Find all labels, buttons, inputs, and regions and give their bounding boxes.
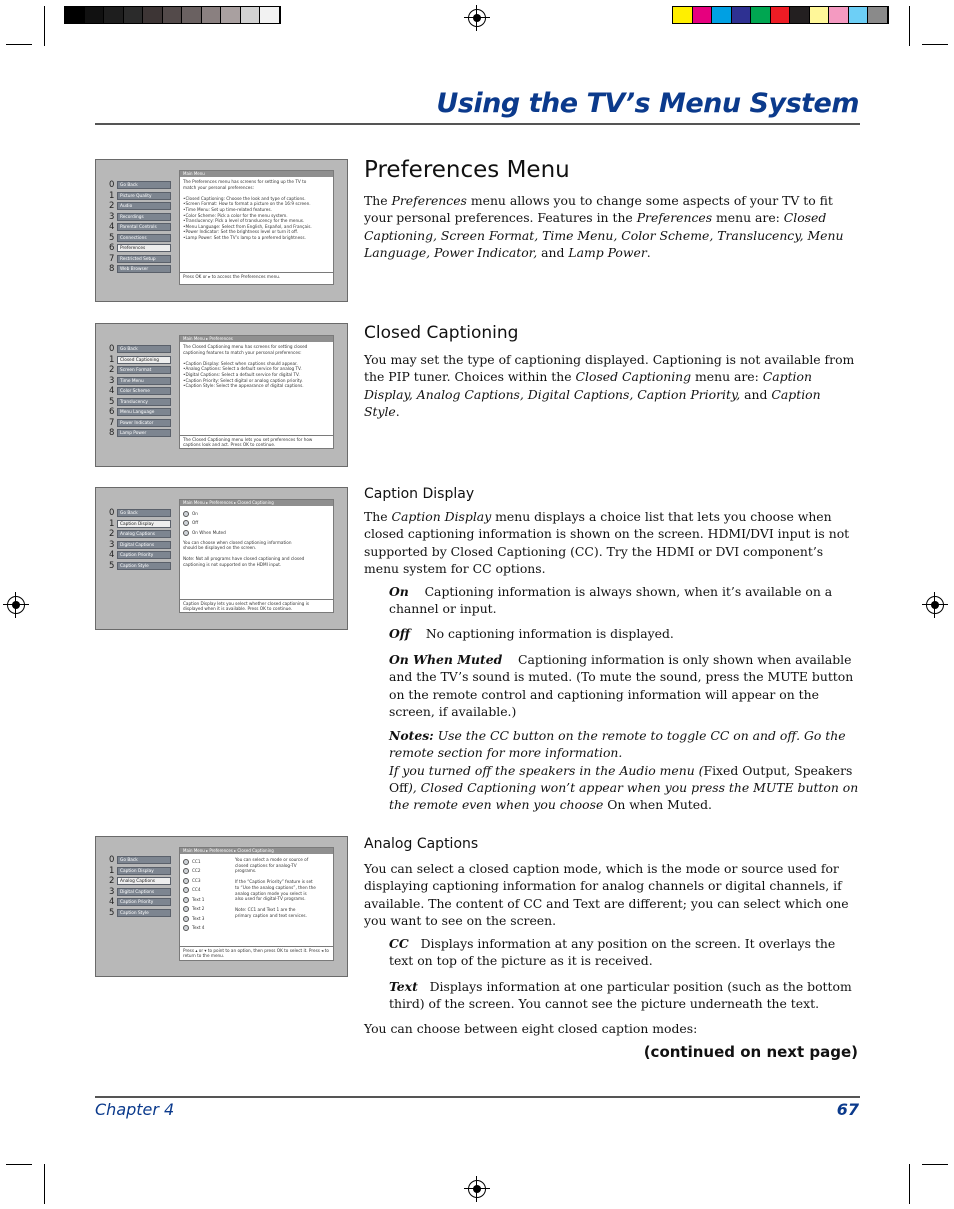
radio-icon	[183, 878, 189, 884]
radio-option[interactable]	[183, 519, 330, 529]
panel-text-line: •Caption Style: Select the appearance of digital captions.	[183, 383, 304, 389]
radio-icon	[183, 897, 189, 903]
menu-item-number: 4	[109, 550, 115, 561]
color-swatch	[260, 7, 280, 23]
menu-item-number: 5	[109, 560, 115, 571]
option-on-when-muted: On When Muted Captioning information is only shown when available and the TV’s sound is muted. (To mute the sound, press the MUTE button on the remote control and captioning information will appear on the screen, if available.)	[389, 652, 854, 719]
color-swatch-strip	[672, 6, 889, 24]
menu-item[interactable]	[109, 212, 171, 223]
radio-option-label: On	[192, 510, 198, 516]
screenshot-menu-list	[109, 344, 171, 439]
radio-option[interactable]	[183, 914, 229, 924]
color-swatch	[829, 7, 849, 23]
menu-item-label: Restricted Setup	[117, 255, 171, 263]
screenshot-info-panel	[179, 847, 334, 952]
continued-note: (continued on next page)	[643, 1043, 858, 1061]
screenshot-menu-list	[109, 855, 171, 918]
menu-item-label: Digital Captions	[117, 541, 171, 549]
panel-text-line: closed captions for analog-TV	[235, 862, 297, 868]
radio-option-label: CC4	[192, 887, 201, 893]
panel-text-line: match your personal preferences:	[183, 184, 254, 190]
crop-mark	[922, 44, 948, 45]
panel-text-line: captioning features to match your personal preferences:	[183, 349, 302, 355]
header-rule	[95, 123, 860, 125]
page-number: 67	[836, 1100, 859, 1119]
screenshot-info-panel	[179, 335, 334, 437]
caption-display-heading: Caption Display	[364, 486, 475, 502]
radio-icon	[183, 530, 189, 536]
radio-option[interactable]	[183, 509, 330, 519]
radio-option-label: Text 3	[192, 915, 205, 921]
color-swatch	[104, 7, 124, 23]
radio-icon	[183, 511, 189, 517]
panel-text-line: •Power Indicator: Set the brightness level or turn it off.	[183, 229, 299, 235]
radio-icon	[183, 916, 189, 922]
crop-mark	[6, 44, 32, 45]
panel-text-line: •Closed Captioning: Choose the look and type of captions.	[183, 195, 306, 201]
color-swatch	[849, 7, 869, 23]
menu-item-number: 0	[109, 344, 115, 355]
menu-item[interactable]	[109, 561, 171, 572]
menu-item-number: 0	[109, 180, 115, 191]
menu-item[interactable]	[109, 222, 171, 233]
screenshot-main-menu	[95, 159, 348, 302]
panel-text-line: •Analog Captions: Select a default service for analog TV.	[183, 366, 302, 372]
panel-text-line: •Translucency: Pick a level of translucency for the menus.	[183, 218, 305, 224]
menu-item-label: Analog Captions	[117, 877, 171, 885]
registration-mark-right	[926, 596, 944, 614]
color-swatch	[202, 7, 222, 23]
panel-text-line: primary caption and text services.	[235, 912, 307, 918]
menu-item-number: 0	[109, 855, 115, 866]
radio-option-label: CC3	[192, 877, 201, 883]
menu-item[interactable]	[109, 908, 171, 919]
radio-icon	[183, 520, 189, 526]
radio-option-label: Text 2	[192, 906, 205, 912]
radio-option-label: CC1	[192, 858, 201, 864]
menu-item-label: Preferences	[117, 244, 171, 252]
radio-option-label: Text 1	[192, 896, 205, 902]
menu-item-number: 2	[109, 201, 115, 212]
radio-icon	[183, 906, 189, 912]
footer-rule	[95, 1096, 860, 1098]
breadcrumb-bar: Main Menu ▸ Preferences ▸ Closed Captioning	[180, 848, 333, 854]
screenshot-help-text: Caption Display lets you select whether closed captioning is displayed when it is available. Press OK to continue.	[179, 599, 334, 613]
crop-mark	[922, 1164, 948, 1165]
radio-option-label: Off	[192, 520, 199, 526]
gray-swatch-strip	[64, 6, 281, 24]
menu-item-label: Go Back	[117, 856, 171, 864]
menu-item-label: Time Menu	[117, 377, 171, 385]
option-on: On Captioning information is always shown, when it’s available on a channel or input.	[389, 584, 833, 617]
menu-item-number: 7	[109, 417, 115, 428]
menu-item-number: 6	[109, 243, 115, 254]
radio-option[interactable]	[183, 528, 330, 538]
menu-item-label: Web Browser	[117, 265, 171, 273]
menu-item-number: 7	[109, 253, 115, 264]
menu-item-label: Lamp Power	[117, 429, 171, 437]
menu-item-number: 4	[109, 897, 115, 908]
menu-item[interactable]	[109, 180, 171, 191]
menu-item[interactable]	[109, 264, 171, 275]
panel-text-line: •Digital Captions: Select a default service for digital TV.	[183, 371, 300, 377]
menu-item-number: 1	[109, 518, 115, 529]
caption-display-text: The Caption Display menu displays a choice list that lets you choose when closed captioning information is shown on the screen. HDMI/DVI input is not supported by Closed Captioning (CC). Try the HDMI or DVI component’s menu system for CC options.	[364, 509, 850, 576]
notes: Notes: Use the CC button on the remote to toggle CC on and off. Go the remote section for more information. If you turned off the speakers in the Audio menu (Fixed Output, Speakers Off), Closed Captioning won’t appear when you press the MUTE button on the remote even when you choose On when Muted.	[389, 728, 859, 813]
menu-item[interactable]	[109, 355, 171, 366]
menu-item[interactable]	[109, 201, 171, 212]
analog-captions-heading: Analog Captions	[364, 836, 479, 852]
color-swatch	[790, 7, 810, 23]
analog-captions-text: You can select a closed caption mode, which is the mode or source used for displaying captioning information for analog channels or digital channels, if available. The content of CC and Text are different; you can select which one you want to see on the screen.	[364, 861, 849, 928]
panel-text-line: captioning is not supported on the HDMI input.	[183, 561, 282, 567]
menu-item-label: Screen Format	[117, 366, 171, 374]
panel-text-line: analog caption mode you select is	[235, 890, 307, 896]
screenshot-info-panel	[179, 170, 334, 274]
breadcrumb-bar: Main Menu ▸ Preferences ▸ Closed Captioning	[180, 500, 333, 506]
color-swatch	[221, 7, 241, 23]
radio-option-label: On When Muted	[192, 529, 226, 535]
menu-item-number: 8	[109, 428, 115, 439]
menu-item[interactable]	[109, 519, 171, 530]
panel-text-line: If the “Caption Priority” feature is set	[235, 879, 313, 885]
radio-option-label: Text 4	[192, 925, 205, 931]
menu-item-label: Power Indicator	[117, 419, 171, 427]
preferences-heading: Preferences Menu	[364, 157, 570, 183]
crop-mark	[44, 1164, 45, 1204]
menu-item[interactable]	[109, 344, 171, 355]
screenshot-info-panel	[179, 499, 334, 604]
radio-option[interactable]	[183, 876, 229, 886]
radio-icon	[183, 925, 189, 931]
panel-text-line: programs.	[235, 868, 257, 874]
menu-item-label: Caption Style	[117, 562, 171, 570]
color-swatch	[712, 7, 732, 23]
menu-item-number: 0	[109, 508, 115, 519]
caption-modes-intro: You can choose between eight closed caption modes:	[364, 1021, 698, 1036]
panel-text-line: You can choose when closed captioning information	[183, 539, 292, 545]
menu-item-label: Caption Display	[117, 520, 171, 528]
screenshot-preferences-menu	[95, 323, 348, 467]
menu-item-label: Caption Style	[117, 909, 171, 917]
color-swatch	[732, 7, 752, 23]
menu-item-label: Analog Captions	[117, 530, 171, 538]
panel-text-line: You can select a mode or source of	[235, 857, 309, 862]
color-swatch	[868, 7, 888, 23]
color-swatch	[143, 7, 163, 23]
screenshot-help-text: Press OK or ▸ to access the Preferences menu.	[179, 272, 334, 285]
panel-text-line: The Preferences menu has screens for setting up the TV to	[183, 179, 307, 184]
crop-mark	[6, 1164, 32, 1165]
radio-option[interactable]	[183, 857, 229, 867]
menu-item[interactable]	[109, 407, 171, 418]
menu-item-number: 6	[109, 407, 115, 418]
color-swatch	[85, 7, 105, 23]
screenshot-analog-captions	[95, 836, 348, 977]
panel-text-line: should be displayed on the screen.	[183, 545, 257, 551]
menu-item-label: Caption Priority	[117, 551, 171, 559]
menu-item-number: 1	[109, 190, 115, 201]
color-swatch	[751, 7, 771, 23]
radio-option[interactable]	[183, 867, 229, 877]
screenshot-help-text: Press ▴ or ▾ to point to an option, then press OK to select it. Press ◂ to return to the menu.	[179, 946, 334, 961]
page-header-title: Using the TV’s Menu System	[436, 88, 859, 119]
menu-item[interactable]	[109, 418, 171, 429]
menu-item-label: Picture Quality	[117, 192, 171, 200]
color-swatch	[810, 7, 830, 23]
menu-item-label: Digital Captions	[117, 888, 171, 896]
closed-captioning-text: You may set the type of captioning displayed. Captioning is not available from the PIP tuner. Choices within the Closed Captioning menu are: Caption Display, Analog Captions, Digital Captions, Caption Priority, and Caption Style.	[364, 352, 855, 419]
crop-mark	[909, 6, 910, 46]
panel-text-line: Note: CC1 and Text 1 are the	[235, 907, 296, 913]
registration-mark-bottom	[468, 1180, 486, 1198]
panel-text-line: •Color Scheme: Pick a color for the menu system.	[183, 212, 288, 218]
footer-chapter: Chapter 4	[95, 1100, 175, 1119]
menu-item[interactable]	[109, 428, 171, 439]
menu-item-label: Caption Priority	[117, 898, 171, 906]
radio-option[interactable]	[183, 924, 229, 934]
breadcrumb-bar: Main Menu ▸ Preferences	[180, 336, 333, 342]
menu-item[interactable]	[109, 897, 171, 908]
menu-item[interactable]	[109, 254, 171, 265]
panel-text-line: The Closed Captioning menu has screens for setting closed	[183, 344, 308, 349]
menu-item-label: Color Scheme	[117, 387, 171, 395]
panel-text-line: •Lamp Power: Set the TV’s lamp to a preferred brightness.	[183, 234, 306, 240]
color-swatch	[771, 7, 791, 23]
menu-item-label: Go Back	[117, 509, 171, 517]
panel-text-line: to “Use the analog captions”, then the	[235, 884, 316, 890]
panel-text-line: Note: Not all programs have closed captioning and closed	[183, 556, 305, 562]
color-swatch	[65, 7, 85, 23]
menu-item-label: Go Back	[117, 181, 171, 189]
preferences-intro: The Preferences menu allows you to change some aspects of your TV to fit your personal preferences. Features in the Preferences menu are: Closed Captioning, Screen Format, Time Menu, Color Scheme, Translucency, Menu Language, Power Indicator, and Lamp Power.	[364, 193, 844, 260]
menu-item[interactable]	[109, 397, 171, 408]
menu-item[interactable]	[109, 855, 171, 866]
radio-icon	[183, 887, 189, 893]
option-cc: CC Displays information at any position on the screen. It overlays the text on top of the picture as it is received.	[389, 936, 836, 969]
option-text: Text Displays information at one particular position (such as the bottom third) of the screen. You cannot see the picture underneath the text.	[389, 979, 852, 1012]
menu-item-number: 5	[109, 232, 115, 243]
panel-text-line: •Menu Language: Select from English, Español, and Français.	[183, 223, 312, 229]
radio-option[interactable]	[183, 905, 229, 915]
menu-item-number: 3	[109, 539, 115, 550]
menu-item-number: 1	[109, 865, 115, 876]
menu-item-label: Menu Language	[117, 408, 171, 416]
menu-item-number: 3	[109, 211, 115, 222]
menu-item-label: Translucency	[117, 398, 171, 406]
menu-item[interactable]	[109, 876, 171, 887]
closed-captioning-heading: Closed Captioning	[364, 323, 519, 343]
panel-text-line: •Screen Format: How to format a picture on the 16:9 screen.	[183, 201, 311, 207]
radio-option-label: CC2	[192, 868, 201, 874]
menu-item-number: 3	[109, 886, 115, 897]
menu-item[interactable]	[109, 233, 171, 244]
menu-item[interactable]	[109, 540, 171, 551]
screenshot-menu-list	[109, 508, 171, 571]
screenshot-menu-list	[109, 180, 171, 275]
menu-item-label: Parental Controls	[117, 223, 171, 231]
screenshot-help-text: The Closed Captioning menu lets you set preferences for how captions look and act. Press OK to continue.	[179, 435, 334, 449]
menu-item-label: Connections	[117, 234, 171, 242]
menu-item-number: 4	[109, 386, 115, 397]
menu-item[interactable]	[109, 386, 171, 397]
screenshot-caption-display	[95, 487, 348, 630]
radio-icon	[183, 868, 189, 874]
menu-item-number: 3	[109, 375, 115, 386]
menu-item-label: Closed Captioning	[117, 356, 171, 364]
panel-text-line: •Caption Priority: Select digital or analog caption priority.	[183, 377, 303, 383]
menu-item-label: Recordings	[117, 213, 171, 221]
menu-item-number: 5	[109, 907, 115, 918]
panel-text-line: also used for digital-TV programs.	[235, 896, 306, 902]
option-off: Off No captioning information is displayed.	[389, 626, 674, 641]
color-swatch	[693, 7, 713, 23]
menu-item[interactable]	[109, 887, 171, 898]
menu-item-label: Go Back	[117, 345, 171, 353]
menu-item[interactable]	[109, 365, 171, 376]
menu-item-number: 2	[109, 365, 115, 376]
color-swatch	[673, 7, 693, 23]
menu-item-label: Caption Display	[117, 867, 171, 875]
panel-text-line: •Time Menu: Set up time-related features.	[183, 206, 272, 212]
menu-item-label: Audio	[117, 202, 171, 210]
color-swatch	[182, 7, 202, 23]
menu-item[interactable]	[109, 866, 171, 877]
menu-item[interactable]	[109, 243, 171, 254]
radio-option[interactable]	[183, 886, 229, 896]
radio-icon	[183, 859, 189, 865]
menu-item-number: 2	[109, 876, 115, 887]
menu-item-number: 5	[109, 396, 115, 407]
crop-mark	[44, 6, 45, 46]
crop-mark	[909, 1164, 910, 1204]
registration-mark-left	[7, 596, 25, 614]
menu-item[interactable]	[109, 550, 171, 561]
menu-item[interactable]	[109, 191, 171, 202]
color-swatch	[124, 7, 144, 23]
panel-text-line: •Caption Display: Select when captions should appear.	[183, 360, 298, 366]
menu-item-number: 4	[109, 222, 115, 233]
registration-mark-top	[468, 9, 486, 27]
menu-item-number: 8	[109, 264, 115, 275]
menu-item[interactable]	[109, 508, 171, 519]
menu-item-number: 2	[109, 529, 115, 540]
radio-option[interactable]	[183, 895, 229, 905]
menu-item[interactable]	[109, 376, 171, 387]
color-swatch	[241, 7, 261, 23]
menu-item[interactable]	[109, 529, 171, 540]
breadcrumb-bar: Main Menu	[180, 171, 333, 177]
color-swatch	[163, 7, 183, 23]
menu-item-number: 1	[109, 354, 115, 365]
